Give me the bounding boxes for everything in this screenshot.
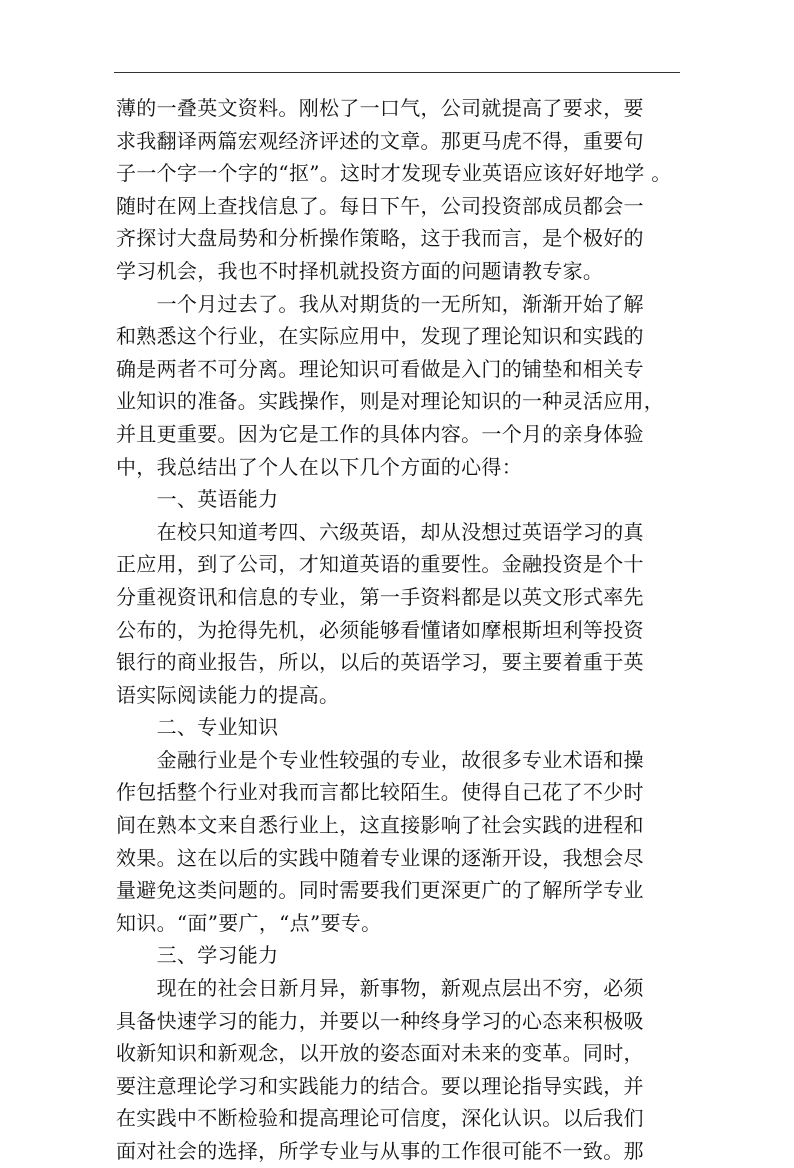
section-heading: 二、专业知识 xyxy=(116,715,279,740)
text-line: 子一个字一个字的“抠”。这时才发现专业英语应该好好地学 。 xyxy=(116,161,672,186)
text-line: 薄的一叠英文资料。刚松了一口气，公司就提高了要求，要 xyxy=(116,96,644,120)
text-line: 作包括整个行业对我而言都比较陌生。使得自己花了不少时 xyxy=(116,780,644,805)
text-line: 在校只知道考四、六级英语，却从没想过英语学习的真 xyxy=(116,519,644,544)
text-line: 学习机会，我也不时择机就投资方面的问题请教专家。 xyxy=(116,258,604,283)
text-line: 收新知识和新观念，以开放的姿态面对未来的变革。同时， xyxy=(116,1041,644,1066)
section-heading: 一、英语能力 xyxy=(116,487,279,512)
text-line: 具备快速学习的能力，并要以一种终身学习的心态来积极吸 xyxy=(116,1008,644,1033)
text-line: 面对社会的选择，所学专业与从事的工作很可能不一致。那 xyxy=(116,1139,644,1163)
text-line: 现在的社会日新月异，新事物，新观点层出不穷，必须 xyxy=(116,976,644,1001)
header-rule xyxy=(114,72,680,73)
text-line: 随时在网上查找信息了。每日下午，公司投资部成员都会一 xyxy=(116,193,644,218)
text-line: 在实践中不断检验和提高理论可信度，深化认识。以后我们 xyxy=(116,1106,644,1131)
document-body xyxy=(116,92,686,1168)
text-line: 求我翻译两篇宏观经济评述的文章。那更马虎不得，重要句 xyxy=(116,128,644,153)
text-line: 效果。这在以后的实践中随着专业课的逐渐开设，我想会尽 xyxy=(116,845,644,870)
text-line: 业知识的准备。实践操作，则是对理论知识的一种灵活应用， xyxy=(116,389,665,414)
text-line: 语实际阅读能力的提高。 xyxy=(116,682,340,707)
text-line: 量避免这类问题的。同时需要我们更深更广的了解所学专业 xyxy=(116,878,644,903)
text-line: 要注意理论学习和实践能力的结合。要以理论指导实践，并 xyxy=(116,1073,644,1098)
text-line: 银行的商业报告，所以，以后的英语学习，要主要着重于英 xyxy=(116,650,644,675)
text-line: 公布的，为抢得先机，必须能够看懂诸如摩根斯坦利等投资 xyxy=(116,617,644,642)
text-line: 并且更重要。因为它是工作的具体内容。一个月的亲身体验 xyxy=(116,421,644,446)
text-line: 知识。“面”要广，“点”要专。 xyxy=(116,910,382,935)
text-line: 正应用，到了公司，才知道英语的重要性。金融投资是个十 xyxy=(116,552,644,577)
text-line: 一个月过去了。我从对期货的一无所知，渐渐开始了解 xyxy=(116,291,644,316)
text-line: 中，我总结出了个人在以下几个方面的心得： xyxy=(116,454,522,479)
text-line: 金融行业是个专业性较强的专业，故很多专业术语和操 xyxy=(116,747,644,772)
section-heading: 三、学习能力 xyxy=(116,943,279,968)
text-line: 齐探讨大盘局势和分析操作策略，这于我而言，是个极好的 xyxy=(116,226,644,251)
text-line: 间在熟本文来自悉行业上，这直接影响了社会实践的进程和 xyxy=(116,813,644,838)
text-line: 确是两者不可分离。理论知识可看做是入门的铺垫和相关专 xyxy=(116,356,644,381)
text-line: 和熟悉这个行业，在实际应用中，发现了理论知识和实践的 xyxy=(116,324,644,349)
text-line: 分重视资讯和信息的专业，第一手资料都是以英文形式率先 xyxy=(116,584,644,609)
